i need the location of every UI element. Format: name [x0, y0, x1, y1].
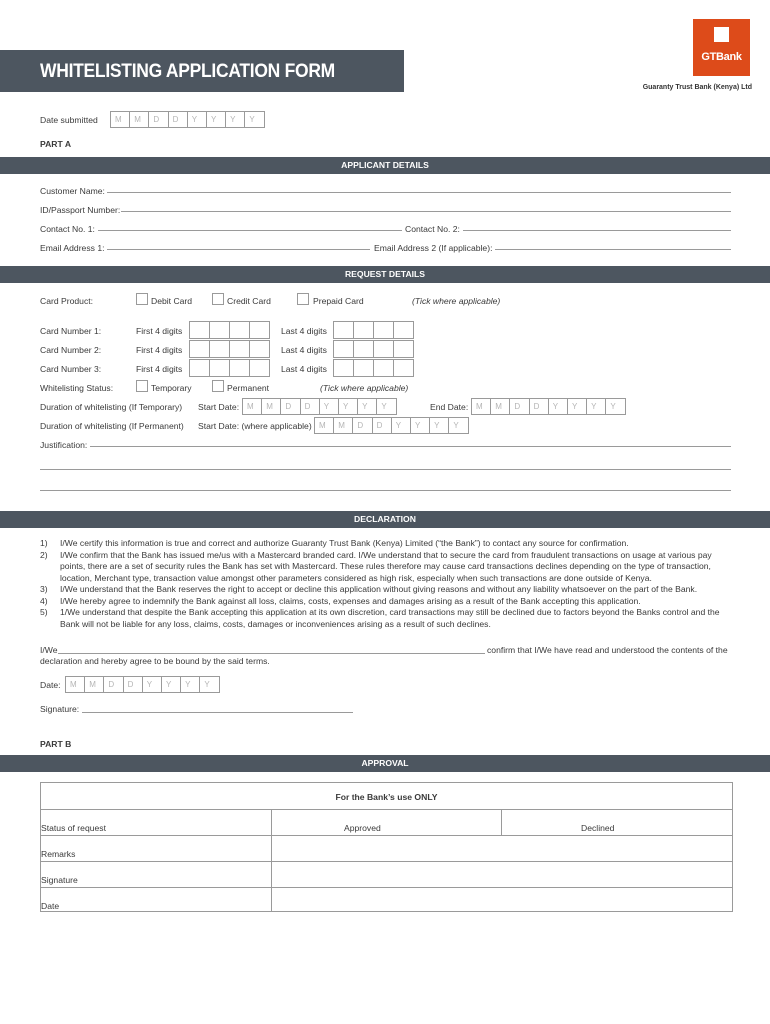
digit-box[interactable] — [353, 321, 374, 339]
applicant-details-bar: APPLICANT DETAILS — [0, 157, 770, 174]
justification-field-line[interactable] — [40, 490, 731, 491]
remarks-label: Remarks — [41, 849, 76, 859]
digit-box[interactable] — [189, 359, 210, 377]
digit-box[interactable] — [209, 321, 230, 339]
debit-card-label: Debit Card — [151, 296, 193, 306]
date-cell[interactable]: Y — [180, 676, 200, 693]
whitelisting-status-label: Whitelisting Status: — [40, 383, 114, 393]
approval-table — [40, 782, 733, 912]
digit-box[interactable] — [229, 340, 250, 358]
table-divider — [41, 835, 732, 836]
date-cell[interactable]: M — [261, 398, 281, 415]
declaration-item — [40, 584, 730, 596]
confirm-text: confirm that I/We have read and understood the contents of the — [487, 645, 728, 655]
form-title: WHITELISTING APPLICATION FORM — [40, 61, 335, 82]
date-cell[interactable]: Y — [548, 398, 568, 415]
card2-last4-field[interactable] — [333, 340, 414, 358]
start-date-label: Start Date: — [198, 402, 240, 412]
temporary-checkbox[interactable] — [136, 380, 148, 392]
bank-use-heading: For the Bank’s use ONLY — [335, 792, 438, 802]
tick-note: (Tick where applicable) — [412, 296, 501, 306]
date-cell[interactable]: D — [300, 398, 320, 415]
date-cell[interactable]: Y — [448, 417, 468, 434]
declaration-date-label: Date: — [40, 680, 61, 690]
start-date-perm-label: Start Date: (where applicable) — [198, 421, 312, 431]
date-cell[interactable]: Y — [206, 111, 226, 128]
digit-box[interactable] — [353, 340, 374, 358]
table-divider — [501, 809, 502, 835]
date-submitted-label: Date submitted — [40, 115, 98, 125]
digit-box[interactable] — [249, 359, 270, 377]
card3-first4-field[interactable] — [189, 359, 270, 377]
digit-box[interactable] — [209, 359, 230, 377]
date-cell[interactable]: Y — [605, 398, 625, 415]
card2-first4-field[interactable] — [189, 340, 270, 358]
digit-box[interactable] — [393, 340, 414, 358]
item-number: 1) — [40, 538, 48, 548]
date-cell[interactable]: D — [168, 111, 188, 128]
gtbank-logo — [693, 19, 750, 76]
iwe-name-field[interactable] — [58, 653, 485, 654]
table-divider — [271, 809, 272, 911]
credit-card-checkbox[interactable] — [212, 293, 224, 305]
date-cell[interactable]: D — [280, 398, 300, 415]
debit-card-checkbox[interactable] — [136, 293, 148, 305]
temp-start-date-field[interactable] — [242, 398, 397, 415]
justification-field-line[interactable] — [40, 469, 731, 470]
date-cell[interactable]: Y — [357, 398, 377, 415]
email1-label: Email Address 1: — [40, 243, 105, 253]
declaration-item — [40, 596, 730, 608]
status-of-request-label: Status of request — [41, 823, 106, 833]
email2-field[interactable] — [495, 249, 731, 250]
contact1-field[interactable] — [98, 230, 402, 231]
tick-note-status: (Tick where applicable) — [320, 383, 409, 393]
duration-temporary-label: Duration of whitelisting (If Temporary) — [40, 402, 183, 412]
card-number-2-label: Card Number 2: — [40, 345, 102, 355]
date-cell[interactable]: M — [490, 398, 510, 415]
temporary-label: Temporary — [151, 383, 192, 393]
item-number: 3) — [40, 584, 48, 594]
approval-date-label: Date — [41, 901, 60, 911]
logo-square-icon — [714, 27, 729, 42]
prepaid-card-label: Prepaid Card — [313, 296, 364, 306]
date-cell[interactable]: Y — [199, 676, 219, 693]
digit-box[interactable] — [249, 321, 270, 339]
date-cell[interactable]: Y — [391, 417, 411, 434]
digit-box[interactable] — [333, 321, 354, 339]
email1-field[interactable] — [107, 249, 370, 250]
iwe-label: I/We — [40, 645, 58, 655]
part-b-heading: PART B — [40, 739, 72, 749]
confirm-text-2: declaration and hereby agree to be bound by the said terms. — [40, 656, 270, 666]
perm-start-date-field[interactable] — [314, 417, 469, 434]
date-cell[interactable]: D — [103, 676, 123, 693]
contact2-field[interactable] — [463, 230, 731, 231]
card-number-3-label: Card Number 3: — [40, 364, 102, 374]
justification-field-line[interactable] — [90, 446, 731, 447]
prepaid-card-checkbox[interactable] — [297, 293, 309, 305]
declaration-item — [40, 607, 730, 630]
end-date-label: End Date: — [430, 402, 469, 412]
justification-label: Justification: — [40, 440, 88, 450]
permanent-label: Permanent — [227, 383, 270, 393]
credit-card-label: Credit Card — [227, 296, 271, 306]
table-divider — [41, 861, 732, 862]
date-cell[interactable]: M — [314, 417, 334, 434]
part-a-heading: PART A — [40, 139, 72, 149]
item-text: 1/We understand that despite the Bank accepting this application at its own discretion, card transactions may still be declined due to factors beyond the Banks control and the Bank will not be liable for any loss, claims, costs, damages or inconveniences arising as a result of such declines. — [60, 607, 720, 629]
table-divider — [41, 809, 732, 810]
contact1-label: Contact No. 1: — [40, 224, 95, 234]
date-cell[interactable]: M — [471, 398, 491, 415]
date-cell[interactable]: M — [242, 398, 262, 415]
card1-last4-field[interactable] — [333, 321, 414, 339]
signature-field[interactable] — [82, 712, 353, 713]
last4-label: Last 4 digits — [281, 364, 327, 374]
contact2-label: Contact No. 2: — [405, 224, 460, 234]
id-passport-field[interactable] — [121, 211, 731, 212]
date-cell[interactable]: Y — [225, 111, 245, 128]
digit-box[interactable] — [373, 359, 394, 377]
date-cell[interactable]: Y — [567, 398, 587, 415]
date-cell[interactable]: Y — [161, 676, 181, 693]
date-cell[interactable]: D — [372, 417, 392, 434]
date-cell[interactable]: Y — [187, 111, 207, 128]
date-cell[interactable]: M — [84, 676, 104, 693]
permanent-checkbox[interactable] — [212, 380, 224, 392]
approval-bar: APPROVAL — [0, 755, 770, 772]
item-number: 2) — [40, 549, 48, 560]
date-cell[interactable]: M — [65, 676, 85, 693]
duration-permanent-label: Duration of whitelisting (If Permanent) — [40, 421, 184, 431]
item-text: I/We hereby agree to indemnify the Bank against all loss, claims, costs, expenses and damages arising as a result of the Bank accepting this application. — [60, 595, 641, 606]
request-details-bar: REQUEST DETAILS — [0, 266, 770, 283]
date-cell[interactable]: M — [333, 417, 353, 434]
date-cell[interactable]: D — [123, 676, 143, 693]
digit-box[interactable] — [393, 321, 414, 339]
date-cell[interactable]: Y — [142, 676, 162, 693]
date-cell[interactable]: Y — [244, 111, 264, 128]
date-cell[interactable]: D — [352, 417, 372, 434]
digit-box[interactable] — [373, 321, 394, 339]
signature-label: Signature: — [40, 704, 80, 714]
digit-box[interactable] — [249, 340, 270, 358]
digit-box[interactable] — [353, 359, 374, 377]
declined-option[interactable]: Declined — [581, 823, 615, 833]
declaration-item — [40, 538, 730, 550]
logo-text: GTBank — [701, 51, 742, 63]
digit-box[interactable] — [209, 340, 230, 358]
item-number: 4) — [40, 595, 48, 606]
table-divider — [41, 887, 732, 888]
digit-box[interactable] — [393, 359, 414, 377]
card-product-label: Card Product: — [40, 296, 94, 306]
date-cell[interactable]: D — [529, 398, 549, 415]
bank-name: Guaranty Trust Bank (Kenya) Ltd — [642, 84, 752, 91]
id-passport-label: ID/Passport Number: — [40, 205, 121, 215]
customer-name-label: Customer Name: — [40, 186, 105, 196]
digit-box[interactable] — [229, 359, 250, 377]
declaration-item — [40, 550, 730, 585]
digit-box[interactable] — [373, 340, 394, 358]
date-cell[interactable]: D — [148, 111, 168, 128]
date-cell[interactable]: Y — [338, 398, 358, 415]
item-text: I/We understand that the Bank reserves the right to accept or decline this application without giving reasons and without any liability whatsoever on the part of the Bank. — [60, 584, 698, 594]
card-number-1-label: Card Number 1: — [40, 326, 102, 336]
declaration-date-field[interactable] — [65, 676, 220, 693]
date-cell[interactable]: M — [129, 111, 149, 128]
digit-box[interactable] — [189, 340, 210, 358]
card3-last4-field[interactable] — [333, 359, 414, 377]
last4-label: Last 4 digits — [281, 326, 327, 336]
date-cell[interactable]: Y — [376, 398, 396, 415]
digit-box[interactable] — [333, 359, 354, 377]
first4-label: First 4 digits — [136, 326, 183, 336]
digit-box[interactable] — [189, 321, 210, 339]
email2-label: Email Address 2 (If applicable): — [374, 243, 493, 253]
first4-label: First 4 digits — [136, 345, 183, 355]
temp-end-date-field[interactable] — [471, 398, 626, 415]
form-title-bar — [0, 50, 404, 92]
date-cell[interactable]: D — [509, 398, 529, 415]
approval-signature-label: Signature — [41, 875, 78, 885]
declaration-list — [40, 538, 730, 630]
digit-box[interactable] — [333, 340, 354, 358]
date-cell[interactable]: M — [110, 111, 130, 128]
date-cell[interactable]: Y — [319, 398, 339, 415]
digit-box[interactable] — [229, 321, 250, 339]
first4-label: First 4 digits — [136, 364, 183, 374]
card1-first4-field[interactable] — [189, 321, 270, 339]
date-cell[interactable]: Y — [410, 417, 430, 434]
last4-label: Last 4 digits — [281, 345, 327, 355]
date-cell[interactable]: Y — [429, 417, 449, 434]
item-text: I/We certify this information is true and correct and authorize Guaranty Trust Bank (Kenya) Limited (“the Bank”) to contact any source for confirmation. — [60, 538, 629, 548]
approved-option[interactable]: Approved — [344, 823, 381, 833]
item-number: 5) — [40, 607, 48, 617]
date-submitted-field[interactable] — [110, 111, 265, 128]
item-text: I/We confirm that the Bank has issued me/us with a Mastercard branded card. I/We understand that to secure the card from fraudulent transactions on usage at various pay points, there are a set of security rules the Bank has set with Mastercard. These rules therefore may cause card transactions declines depending on the type of transaction, location, Merchant type, transaction value amongst other parameters considered as high risk, especially when such transactions are done outside of Kenya. — [60, 549, 712, 583]
customer-name-field[interactable] — [107, 192, 731, 193]
declaration-bar: DECLARATION — [0, 511, 770, 528]
date-cell[interactable]: Y — [586, 398, 606, 415]
